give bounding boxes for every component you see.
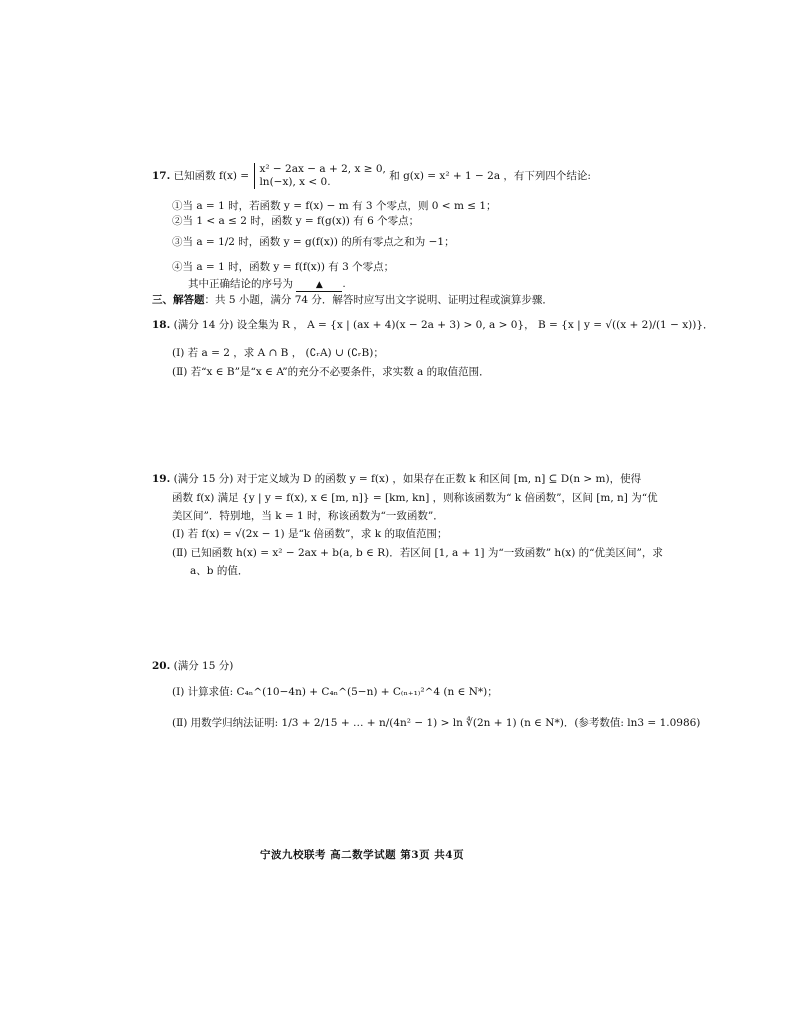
q19-part-2: (Ⅱ) 已知函数 h(x) = x² − 2ax + b(a, b ∈ R)．若区间 [1, a + 1] 为“一致函数” h(x) 的“优美区间”，求 <box>172 547 663 559</box>
q20-part-2: (Ⅱ) 用数学归纳法证明: 1/3 + 2/15 + … + n/(4n² − 1) > ln ∜(2n + 1) (n ∈ N*)．(参考数值: ln3 = 1.0986) <box>172 717 701 729</box>
q19-number: 19. <box>152 473 171 485</box>
q17-after: 和 g(x) = x² + 1 − 2a ，有下列四个结论: <box>389 170 591 183</box>
q20-number: 20. <box>152 660 171 672</box>
page-footer: 宁波九校联考 高二数学试题 第3页 共4页 <box>260 849 465 861</box>
section-3-header <box>152 294 553 307</box>
q20-text: (满分 15 分) <box>173 660 234 672</box>
q17-item-1: ①当 a = 1 时，若函数 y = f(x) − m 有 3 个零点，则 0 < m ≤ 1； <box>172 200 497 212</box>
triangle-icon: ▲ <box>315 280 323 290</box>
q19-line-1: (满分 15 分) 对于定义域为 D 的函数 y = f(x) ，如果存在正数 k 和区间 [m, n] ⊆ D(n > m)，使得 <box>173 473 642 485</box>
q17-piecewise <box>254 163 385 189</box>
q17-case1: x² − 2ax − a + 2, x ≥ 0, <box>259 163 386 175</box>
section-3-text: ：共 5 小题，满分 74 分．解答时应写出文字说明、证明过程或演算步骤． <box>204 294 553 306</box>
q19-part-2b: a、b 的值． <box>190 565 249 577</box>
q20-header <box>152 660 233 673</box>
answer-blank <box>296 278 342 292</box>
q19-line-2: 函数 f(x) 满足 {y | y = f(x), x ∈ [m, n]} = [km, kn] ，则称该函数为“ k 倍函数”，区间 [m, n] 为“优 <box>172 492 658 504</box>
q17-item-2: ②当 1 < a ≤ 2 时，函数 y = f(g(x)) 有 6 个零点； <box>172 215 420 227</box>
q17-answer-end: . <box>342 278 346 290</box>
q17-answer-prompt: 其中正确结论的序号为 <box>188 278 293 290</box>
q18-part-1: (Ⅰ) 若 a = 2 ，求 A ∩ B ， (∁ᵣA) ∪ (∁ᵣB)； <box>172 347 384 359</box>
q19-header <box>152 473 641 486</box>
q18-number: 18. <box>152 319 171 331</box>
q19-line-3: 美区间”．特别地，当 k = 1 时，称该函数为“一致函数”． <box>172 510 444 522</box>
section-3-label: 三、解答题 <box>152 294 205 306</box>
q18-header <box>152 319 714 332</box>
q17-answer-line <box>188 278 346 292</box>
q18-part-2: (Ⅱ) 若“x ∈ B”是“x ∈ A”的充分不必要条件，求实数 a 的取值范围． <box>172 366 490 378</box>
q17-item-3: ③当 a = 1/2 时，函数 y = g(f(x)) 的所有零点之和为 −1； <box>172 236 455 248</box>
q17-case2: ln(−x), x < 0. <box>259 176 331 189</box>
q17-intro: 已知函数 f(x) = <box>173 170 250 183</box>
q20-part-1: (Ⅰ) 计算求值: C₄ₙ^(10−4n) + C₄ₙ^(5−n) + C₍ₙ₊₁₎²^4 (n ∈ N*)； <box>172 686 498 698</box>
q17-number: 17. <box>152 170 171 183</box>
q17-header <box>152 163 591 189</box>
q17-item-4: ④当 a = 1 时，函数 y = f(f(x)) 有 3 个零点； <box>172 261 395 273</box>
q19-part-1: (Ⅰ) 若 f(x) = √(2x − 1) 是“k 倍函数”，求 k 的取值范围； <box>172 528 448 540</box>
q18-text: (满分 14 分) 设全集为 R ， A = {x | (ax + 4)(x − 2a + 3) > 0, a > 0}， B = {x | y = √((x + 2)/(1 − x))}． <box>173 319 714 331</box>
